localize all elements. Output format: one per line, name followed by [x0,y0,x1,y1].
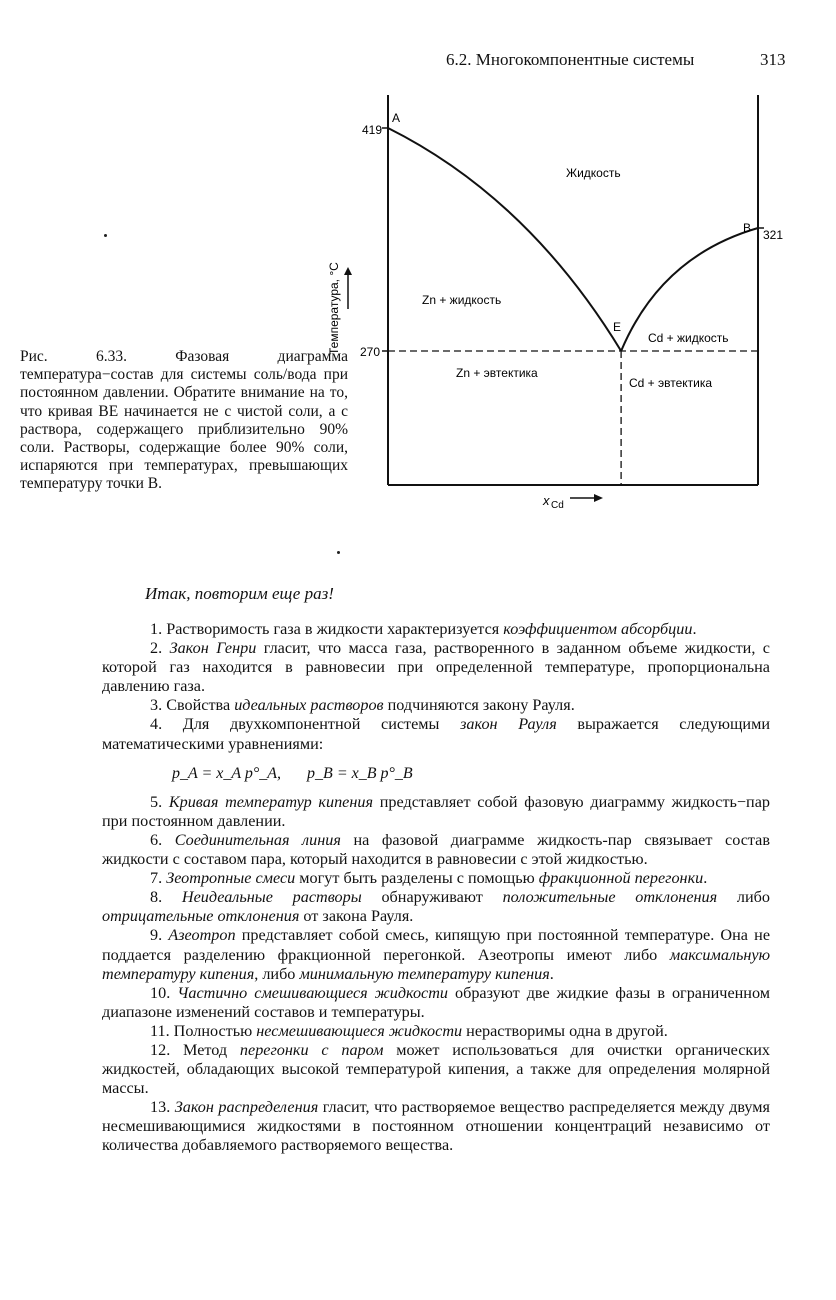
list-item: 9. Азеотроп представляет собой смесь, кипящую при постоянной температуре. Она не поддается разделению фракционной перегонкой. Азеотропы имеют либо максимальную температуру кипения, либо минимальную температуру кипения. [102,926,771,983]
list-item: 6. Соединительная линия на фазовой диаграмме жидкость-пар связывает состав жидкости с составом пара, который находится в равновесии с этой жидкостью. [102,830,770,869]
liquidus-curve-AE [388,128,621,351]
stray-dot [337,551,340,554]
list-item: 3. Свойства идеальных растворов подчиняются закону Рауля. [150,696,575,715]
list-item: 2. Закон Генри гласит, что масса газа, растворенного в заданном объеме жидкости, с которой газ находится в равновесии при определенной температуре, пропорциональна давлению газа. [102,639,770,696]
list-item: 4. Для двухкомпонентной системы закон Рауля выражается следующими математическими уравнениями: [102,715,770,753]
stray-dot [104,234,107,237]
point-label-B: B [743,221,752,235]
region-cd-eutectic: Cd + эвтектика [629,376,713,390]
point-label-A: A [392,111,401,125]
list-item: 8. Неидеальные растворы обнаруживают положительные отклонения либо отрицательные отклонения от закона Рауля. [102,888,770,926]
list-item: 13. Закон распределения гласит, что растворяемое вещество распределяется между двумя несмешивающимися жидкостями в постоянном отношении концентраций независимо от количества добавляемого растворяемого вещества. [102,1098,770,1155]
region-zn-eutectic: Zn + эвтектика [456,366,538,380]
section-title: Итак, повторим еще раз! [145,584,334,603]
list-item: 7. Зеотропные смеси могут быть разделены с помощью фракционной перегонки. [150,869,708,888]
phase-diagram [300,95,800,525]
raoult-equations: p_A = x_A p°_A, p_B = x_B p°_B [172,764,413,782]
y-axis-arrowhead [344,267,352,275]
x-axis-arrowhead [594,494,603,502]
summary-list [102,620,770,1156]
list-item: 10. Частично смешивающиеся жидкости образуют две жидкие фазы в ограниченном диапазоне изменений составов и температуры. [102,983,770,1021]
tick-label-321: 321 [763,228,784,242]
list-item: 11. Полностью несмешивающиеся жидкости нерастворимы одна в другой. [150,1021,668,1040]
x-axis-label: x [543,493,550,508]
point-label-E: E [613,320,622,334]
tick-label-270: 270 [360,345,381,359]
list-item: 1. Растворимость газа в жидкости характеризуется коэффициентом абсорбции. [150,620,697,638]
x-axis-label-sub: Cd [551,500,564,511]
region-zn-liquid: Zn + жидкость [422,293,502,307]
tick-label-419: 419 [362,123,383,137]
list-item: 12. Метод перегонки с паром может использоваться для очистки органических жидкостей, обладающих высокой температурой кипения, а также для определения молярной массы. [102,1040,771,1098]
y-axis-label: Температура, °C [327,262,341,355]
page-number: 313 [760,50,786,69]
region-cd-liquid: Cd + жидкость [648,331,729,345]
figure-caption: Рис. 6.33. Фазовая диаграмма температура−состав для системы соль/вода при постоянном давлении. Обратите внимание на то, что кривая BE начинается не с чистой соли, а с раствора, содержащего приблизительно 90% соли. Растворы, содержащие более 90% соли, испаряются при температурах, превышающих температуру точки B. [20,348,348,493]
region-liquid: Жидкость [566,166,621,180]
list-item: 5. Кривая температур кипения представляет собой фазовую диаграмму жидкость−пар при постоянном давлении. [102,792,770,830]
running-title: 6.2. Многокомпонентные системы [446,50,695,69]
